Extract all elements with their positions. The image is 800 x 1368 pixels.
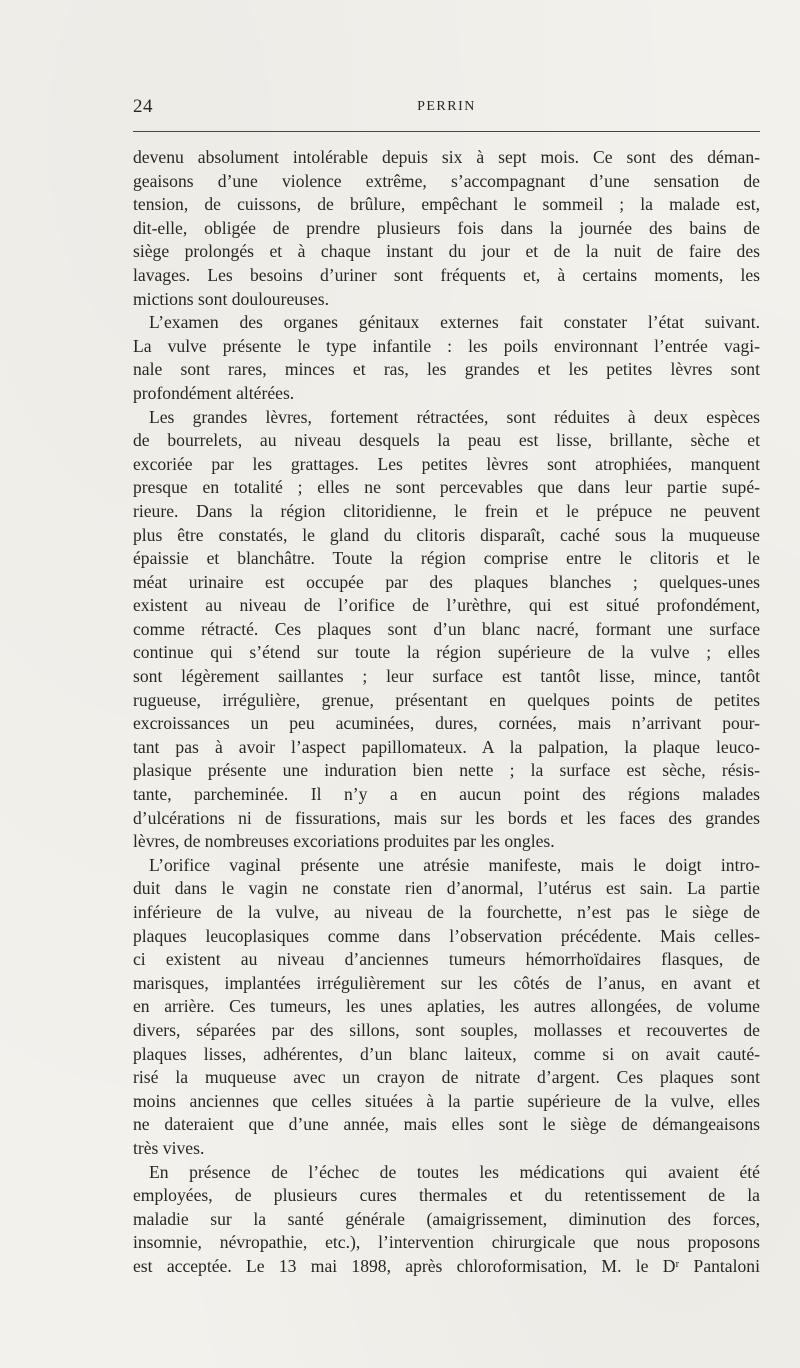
- text-line: Les grandes lèvres, fortement rétractées, sont réduites à deux espèces: [149, 406, 760, 427]
- text-line: sont légèrement saillantes ; leur surface est tantôt lisse, mince, tantôt: [133, 666, 760, 687]
- text-line: employées, de plusieurs cures thermales et du retentissement de la: [133, 1185, 760, 1206]
- text-line: L’orifice vaginal présente une atrésie manifeste, mais le doigt intro-: [149, 854, 760, 875]
- text-line: L’examen des organes génitaux externes fait constater l’état suivant.: [149, 312, 760, 333]
- text-line: siège prolongés et à chaque instant du jour et de la nuit de faire des: [133, 241, 760, 262]
- text-line: ci existent au niveau d’anciennes tumeurs hémorrhoïdaires flasques, de: [133, 949, 760, 970]
- text-line: geaisons d’une violence extrême, s’accompagnant d’une sensation de: [133, 170, 760, 191]
- text-line: lavages. Les besoins d’uriner sont fréquents et, à certains moments, les: [133, 264, 760, 285]
- text-line: rugueuse, irrégulière, grenue, présentant en quelques points de petites: [133, 689, 760, 710]
- text-line: très vives.: [133, 1137, 205, 1158]
- text-line: plus être constatés, le gland du clitoris disparaît, caché sous la muqueuse: [133, 524, 760, 545]
- text-line: risé la muqueuse avec un crayon de nitrate d’argent. Ces plaques sont: [133, 1067, 760, 1088]
- text-line: plaques leucoplasiques comme dans l’observation précédente. Mais celles-: [133, 925, 760, 946]
- text-line: profondément altérées.: [133, 382, 295, 403]
- text-line: tension, de cuissons, de brûlure, empêchant le sommeil ; la malade est,: [133, 194, 760, 215]
- text-line: nale sont rares, minces et ras, les grandes et les petites lèvres sont: [133, 359, 760, 380]
- page-number: 24: [133, 96, 153, 117]
- text-line: divers, séparées par des sillons, sont souples, mollasses et recouvertes de: [133, 1019, 760, 1040]
- text-line: excoriée par les grattages. Les petites lèvres sont atrophiées, manquent: [133, 453, 760, 474]
- text-line: inférieure de la vulve, au niveau de la fourchette, n’est pas le siège de: [133, 902, 760, 922]
- text-line: insomnie, névropathie, etc.), l’intervention chirurgicale que nous proposons: [133, 1232, 760, 1253]
- text-line: dit-elle, obligée de prendre plusieurs fois dans la journée des bains de: [133, 217, 760, 238]
- text-line: duit dans le vagin ne constate rien d’anormal, l’utérus est sain. La partie: [133, 878, 760, 899]
- text-line: devenu absolument intolérable depuis six à sept mois. Ce sont des déman-: [133, 147, 760, 167]
- text-line: En présence de l’échec de toutes les médications qui avaient été: [149, 1161, 760, 1182]
- text-line: mictions sont douloureuses.: [133, 288, 329, 309]
- text-line: existent au niveau de l’orifice de l’urèthre, qui est situé profondément,: [133, 595, 760, 616]
- text-line: en arrière. Ces tumeurs, les unes aplaties, les autres allongées, de volume: [133, 996, 760, 1017]
- text-line: plasique présente une induration bien nette ; la surface est sèche, résis-: [133, 760, 760, 781]
- text-line: tant pas à avoir l’aspect papillomateux. A la palpation, la plaque leuco-: [133, 736, 760, 757]
- text-line: est acceptée. Le 13 mai 1898, après chloroformisation, M. le Dʳ Pantaloni: [133, 1255, 760, 1276]
- text-line: lèvres, de nombreuses excoriations produites par les ongles.: [133, 831, 555, 852]
- text-line: ne dateraient que d’une année, mais elles sont le siège de démangeaisons: [133, 1114, 760, 1135]
- text-line: presque en totalité ; elles ne sont percevables que dans leur partie supé-: [133, 477, 760, 498]
- text-line: plaques lisses, adhérentes, d’un blanc laiteux, comme si on avait cauté-: [133, 1043, 760, 1064]
- text-line: excroissances un peu acuminées, dures, cornées, mais n’arrivant pour-: [133, 713, 760, 734]
- header-rule: [133, 131, 760, 132]
- text-line: continue qui s’étend sur toute la région supérieure de la vulve ; elles: [133, 642, 760, 663]
- text-line: tante, parcheminée. Il n’y a en aucun point des régions malades: [133, 784, 760, 805]
- text-line: méat urinaire est occupée par des plaques blanches ; quelques-unes: [133, 571, 760, 592]
- text-line: rieure. Dans la région clitoridienne, le frein et le prépuce ne peuvent: [133, 500, 760, 521]
- text-line: comme rétracté. Ces plaques sont d’un blanc nacré, formant une surface: [133, 618, 760, 639]
- running-head: [133, 96, 760, 120]
- text-line: marisques, implantées irrégulièrement sur les côtés de l’anus, en avant et: [133, 972, 760, 993]
- text-line: La vulve présente le type infantile : les poils environnant l’entrée vagi-: [133, 335, 760, 356]
- text-line: moins anciennes que celles situées à la partie supérieure de la vulve, elles: [133, 1090, 760, 1111]
- text-line: d’ulcérations ni de fissurations, mais sur les bords et les faces des grandes: [133, 807, 760, 828]
- running-title: PERRIN: [417, 99, 476, 114]
- text-line: de bourrelets, au niveau desquels la peau est lisse, brillante, sèche et: [133, 430, 760, 451]
- text-line: maladie sur la santé générale (amaigrissement, diminution des forces,: [133, 1208, 760, 1229]
- body-text: [133, 146, 760, 1279]
- text-line: épaissie et blanchâtre. Toute la région comprise entre le clitoris et le: [133, 548, 760, 569]
